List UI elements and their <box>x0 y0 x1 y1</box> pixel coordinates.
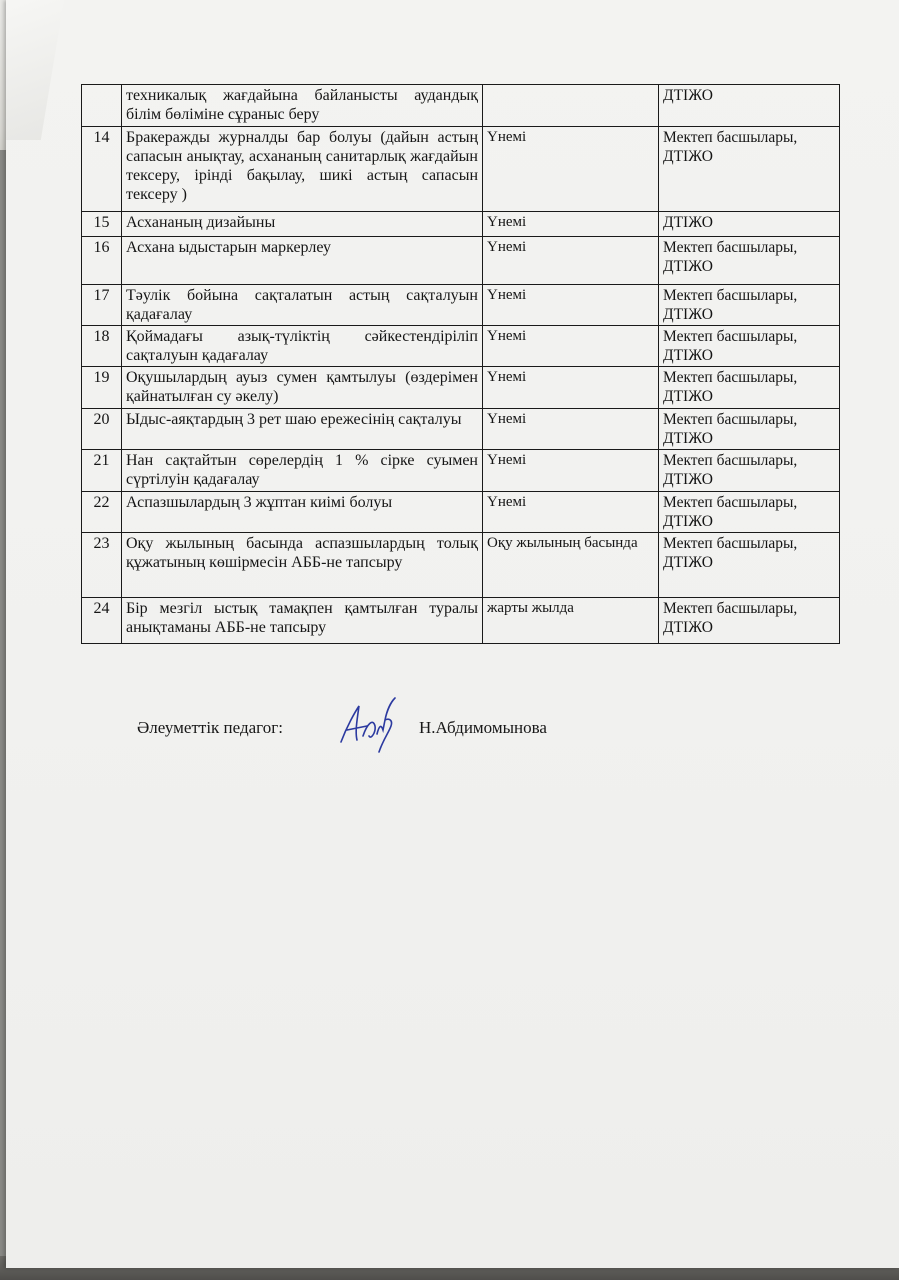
row-term: Үнемі <box>483 450 659 492</box>
row-responsible: Мектеп басшылары, ДТІЖО <box>659 492 840 533</box>
row-term <box>483 85 659 127</box>
row-term: жарты жылда <box>483 598 659 644</box>
row-responsible: ДТІЖО <box>659 212 840 237</box>
row-number: 22 <box>82 492 122 533</box>
row-responsible: Мектеп басшылары, ДТІЖО <box>659 409 840 450</box>
signatory-name: Н.Абдимомынова <box>419 718 547 737</box>
table-row <box>82 367 840 409</box>
row-number: 15 <box>82 212 122 237</box>
row-term: Үнемі <box>483 237 659 285</box>
table-row <box>82 212 840 237</box>
row-number: 20 <box>82 409 122 450</box>
table-row <box>82 285 840 326</box>
row-number: 21 <box>82 450 122 492</box>
table-row <box>82 492 840 533</box>
row-responsible: Мектеп басшылары, ДТІЖО <box>659 326 840 367</box>
row-responsible: ДТІЖО <box>659 85 840 127</box>
row-term: Үнемі <box>483 212 659 237</box>
row-number: 17 <box>82 285 122 326</box>
signatory-title: Әлеуметтік педагог: <box>137 718 283 737</box>
row-task: Бір мезгіл ыстық тамақпен қамтылған туралы анықтаманы АББ-не тапсыру <box>122 598 483 644</box>
row-number <box>82 85 122 127</box>
plan-table <box>81 84 840 644</box>
row-number: 16 <box>82 237 122 285</box>
table-row <box>82 598 840 644</box>
row-number: 24 <box>82 598 122 644</box>
table-row <box>82 326 840 367</box>
row-term: Үнемі <box>483 326 659 367</box>
row-term: Үнемі <box>483 409 659 450</box>
row-number: 14 <box>82 127 122 212</box>
table-row <box>82 127 840 212</box>
row-term: Үнемі <box>483 367 659 409</box>
handwritten-signature <box>333 696 407 760</box>
row-task: Оқу жылының басында аспазшылардың толық құжатының көшірмесін АББ-не тапсыру <box>122 533 483 598</box>
row-task: Тәулік бойына сақталатын астың сақталуын қадағалау <box>122 285 483 326</box>
row-responsible: Мектеп басшылары, ДТІЖО <box>659 367 840 409</box>
table-row <box>82 533 840 598</box>
row-responsible: Мектеп басшылары, ДТІЖО <box>659 450 840 492</box>
row-responsible: Мектеп басшылары, ДТІЖО <box>659 598 840 644</box>
table-row <box>82 409 840 450</box>
row-term: Үнемі <box>483 492 659 533</box>
row-number: 23 <box>82 533 122 598</box>
row-task: Асхана ыдыстарын маркерлеу <box>122 237 483 285</box>
row-task: Бракеражды журналды бар болуы (дайын астың сапасын анықтау, асхананың санитарлық жағдайын тексеру, ірінді бақылау, шикі астың сапасын тексеру ) <box>122 127 483 212</box>
row-responsible: Мектеп басшылары, ДТІЖО <box>659 533 840 598</box>
table-row <box>82 450 840 492</box>
row-number: 18 <box>82 326 122 367</box>
row-term: Үнемі <box>483 285 659 326</box>
table-row <box>82 85 840 127</box>
row-responsible: Мектеп басшылары, ДТІЖО <box>659 237 840 285</box>
row-responsible: Мектеп басшылары, ДТІЖО <box>659 285 840 326</box>
row-task: Ыдыс-аяқтардың 3 рет шаю ережесінің сақталуы <box>122 409 483 450</box>
row-task: техникалық жағдайына байланысты аудандық білім бөліміне сұраныс беру <box>122 85 483 127</box>
row-term: Оқу жылының басында <box>483 533 659 598</box>
row-task: Оқушылардың ауыз сумен қамтылуы (өздерімен қайнатылған су әкелу) <box>122 367 483 409</box>
row-number: 19 <box>82 367 122 409</box>
row-task: Қоймадағы азық-түліктің сәйкестендіріліп сақталуын қадағалау <box>122 326 483 367</box>
row-term: Үнемі <box>483 127 659 212</box>
table-row <box>82 237 840 285</box>
row-task: Асхананың дизайыны <box>122 212 483 237</box>
row-task: Нан сақтайтын сөрелердің 1 % сірке суымен сүртілуін қадағалау <box>122 450 483 492</box>
page-fold <box>6 0 64 140</box>
row-task: Аспазшылардың 3 жұптан киімі болуы <box>122 492 483 533</box>
row-responsible: Мектеп басшылары, ДТІЖО <box>659 127 840 212</box>
